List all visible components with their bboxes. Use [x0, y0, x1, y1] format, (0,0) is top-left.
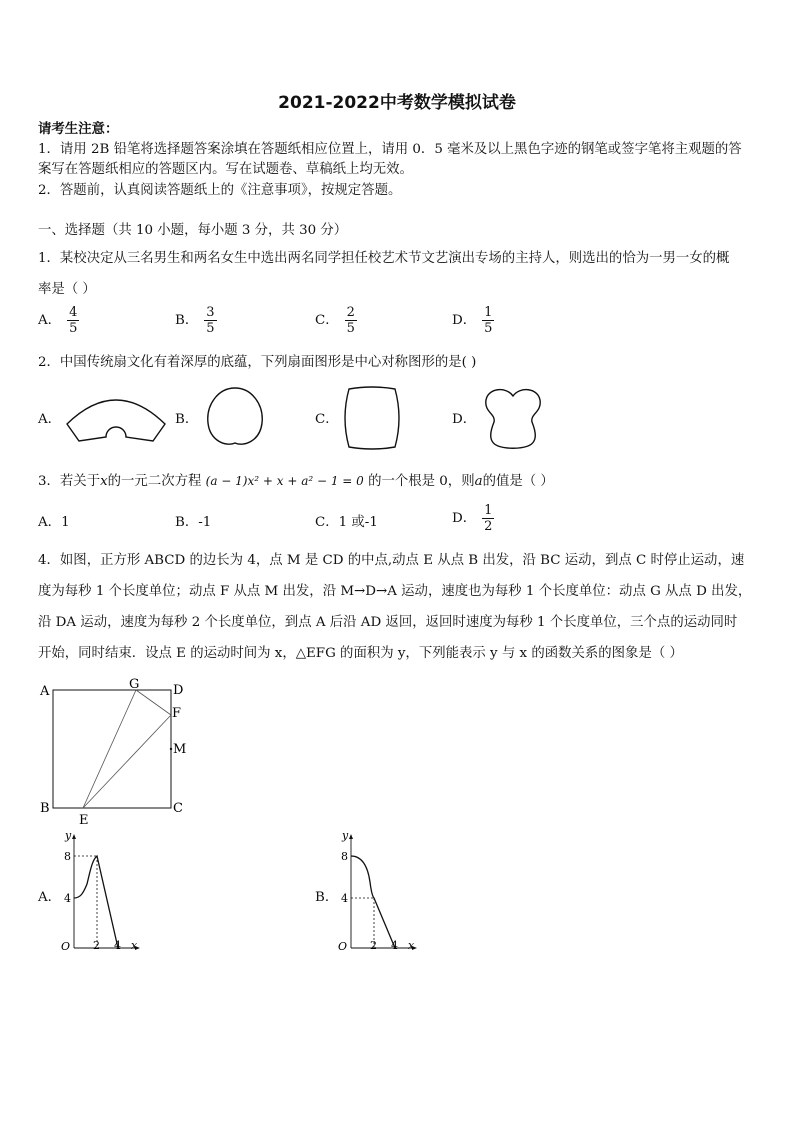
q3-text — [38, 473, 554, 490]
fraction — [67, 306, 79, 335]
segment-gf — [136, 690, 171, 715]
option-label: A． — [38, 515, 62, 530]
label-c: C — [173, 801, 183, 816]
q2-option-a-label[interactable]: A． — [38, 412, 62, 427]
option-label: B． — [175, 515, 199, 530]
q2-option-d-label[interactable]: D． — [452, 412, 477, 427]
q3-equation: (a − 1)x² + x + a² − 1 = 0 — [205, 474, 364, 488]
option-label: B． — [175, 312, 199, 328]
q2-text: 2．中国传统扇文化有着深厚的底蕴，下列扇面图形是中心对称图形的是( ) — [38, 355, 477, 370]
fan-shape-a-icon — [62, 386, 170, 450]
graph-a-curve — [74, 856, 118, 948]
fraction — [482, 306, 494, 335]
q3-text-post1: 的一个根是 0，则 — [368, 474, 475, 489]
y-tick-4: 4 — [64, 892, 71, 905]
option-label: D． — [452, 312, 477, 328]
q4-text-line4: 开始，同时结束．设点 E 的运动时间为 x，△EFG 的面积为 y，下列能表示 y 与 x 的函数关系的图象是（ ） — [38, 646, 683, 661]
fraction-denominator: 5 — [484, 321, 493, 336]
option-label: D． — [452, 510, 477, 526]
option-text: 1 — [61, 515, 70, 530]
fraction-denominator: 5 — [69, 321, 78, 336]
q3-text-pre: 3．若关于 — [38, 474, 101, 489]
square-figure — [30, 676, 200, 826]
section1-heading: 一、选择题（共 10 小题，每小题 3 分，共 30 分） — [38, 223, 348, 238]
segment-eg — [83, 690, 136, 808]
q3-var-a: a — [474, 474, 483, 489]
q3-option-d[interactable] — [452, 504, 494, 533]
q4-text-line3: 沿 DA 运动，速度为每秒 2 个长度单位，到点 A 后沿 AD 返回，返回时速度为每秒 1 个长度单位，三个点的运动同时 — [38, 615, 738, 630]
q1-option-d[interactable] — [452, 306, 494, 335]
fan-shape-b-icon — [200, 383, 270, 453]
notice-item1-line2: 案写在答题纸相应的答题区内。写在试题卷、草稿纸上均无效。 — [38, 162, 413, 177]
fraction-numerator: 1 — [484, 503, 493, 518]
label-d: D — [173, 683, 184, 698]
y-axis-label: y — [342, 830, 349, 842]
label-e: E — [79, 813, 89, 826]
fraction-numerator: 4 — [69, 305, 78, 320]
fraction-numerator: 3 — [206, 305, 215, 320]
q1-option-b[interactable] — [175, 306, 217, 335]
fraction — [345, 306, 357, 335]
graph-b — [333, 830, 423, 958]
point-m — [170, 748, 172, 750]
y-tick-8: 8 — [64, 850, 71, 863]
option-text: 1 或-1 — [338, 515, 378, 530]
q2-option-c-label[interactable]: C． — [315, 412, 339, 427]
graph-b-curve — [351, 856, 395, 948]
q3-option-c[interactable] — [315, 515, 378, 531]
q1-text-line1: 1．某校决定从三名男生和两名女生中选出两名同学担任校艺术节文艺演出专场的主持人，则选出的恰为一男一女的概 — [38, 251, 730, 266]
x-tick-2: 2 — [370, 939, 377, 952]
q3-text-mid: 的一元二次方程 — [107, 474, 202, 489]
x-tick-2: 2 — [93, 939, 100, 952]
origin-label: O — [61, 940, 71, 953]
q2-option-b-label[interactable]: B． — [175, 412, 199, 427]
fraction-denominator: 5 — [206, 321, 215, 336]
q4-text-line2: 度为每秒 1 个长度单位；动点 F 从点 M 出发，沿 M→D→A 运动，速度也为每秒 1 个长度单位：动点 G 从点 D 出发， — [38, 584, 752, 599]
y-tick-4: 4 — [341, 892, 348, 905]
q1-text-line2: 率是（ ） — [38, 282, 96, 297]
option-label: A． — [38, 312, 62, 328]
option-label: C． — [315, 312, 339, 328]
q4-option-a-label[interactable]: A． — [38, 890, 62, 905]
segment-ef — [83, 715, 171, 808]
q3-option-b[interactable] — [175, 515, 211, 531]
q4-text-line1: 4．如图，正方形 ABCD 的边长为 4，点 M 是 CD 的中点,动点 E 从点 B 出发，沿 BC 运动，到点 C 时停止运动，速 — [38, 553, 745, 568]
fraction — [482, 504, 494, 533]
fraction-denominator: 5 — [346, 321, 355, 336]
q1-option-a[interactable] — [38, 306, 79, 335]
fan-shape-c-icon — [337, 383, 407, 453]
fan-shape-d-icon — [478, 384, 548, 454]
y-axis-label: y — [65, 830, 72, 842]
option-text: -1 — [198, 515, 212, 530]
fraction-numerator: 2 — [346, 305, 355, 320]
fraction — [204, 306, 216, 335]
origin-label: O — [338, 940, 348, 953]
option-label: C． — [315, 515, 339, 530]
q3-text-post2: 的值是（ ） — [482, 474, 554, 489]
x-tick-4: 4 — [391, 939, 398, 952]
fraction-numerator: 1 — [484, 305, 493, 320]
q3-var-x: x — [100, 474, 108, 489]
y-tick-8: 8 — [341, 850, 348, 863]
x-axis-label: x — [131, 939, 138, 952]
notice-item2: 2．答题前，认真阅读答题纸上的《注意事项》，按规定答题。 — [38, 183, 402, 198]
label-m: M — [173, 742, 187, 757]
label-g: G — [129, 677, 140, 692]
notice-heading: 请考生注意： — [38, 121, 119, 137]
x-tick-4: 4 — [114, 939, 121, 952]
x-axis-label: x — [408, 939, 415, 952]
label-b: B — [40, 801, 50, 816]
page-title: 2021-2022中考数学模拟试卷 — [278, 93, 516, 113]
label-a: A — [40, 684, 50, 699]
notice-item1-line1: 1．请用 2B 铅笔将选择题答案涂填在答题纸相应位置上，请用 0．5 毫米及以上黑色字迹的钢笔或签字笔将主观题的答 — [38, 142, 742, 157]
square-abcd — [53, 690, 171, 808]
q3-option-a[interactable] — [38, 515, 70, 531]
fraction-denominator: 2 — [484, 519, 493, 534]
graph-a — [56, 830, 146, 958]
q1-option-c[interactable] — [315, 306, 357, 335]
q4-option-b-label[interactable]: B． — [315, 890, 339, 905]
label-f: F — [172, 706, 182, 721]
